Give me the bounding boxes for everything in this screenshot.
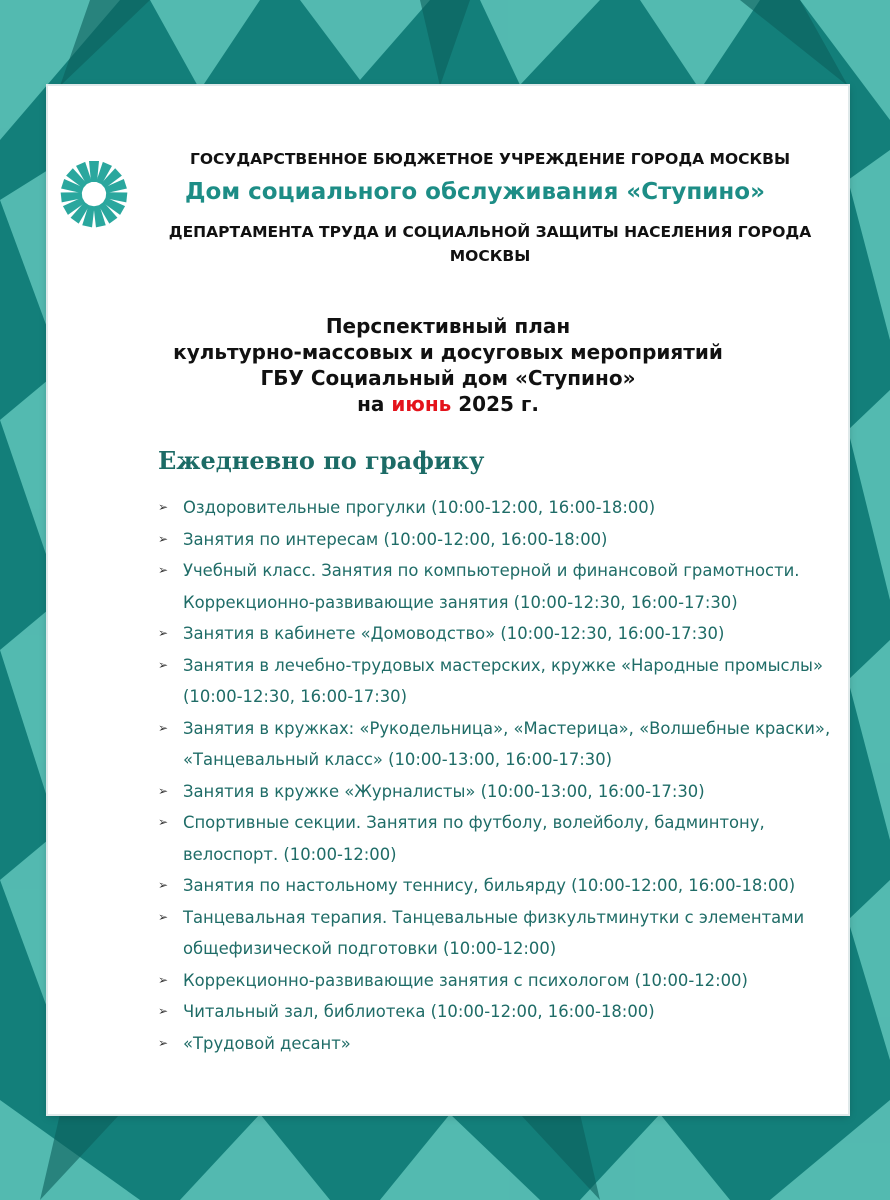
list-item	[158, 902, 848, 965]
list-item	[158, 713, 848, 776]
list-item-text: Занятия в лечебно-трудовых мастерских, кружке «Народные промыслы» (10:00-12:30, 16:00-17:30)	[183, 655, 824, 706]
list-item-text: Спортивные секции. Занятия по футболу, волейболу, бадминтону, велоспорт. (10:00-12:00)	[183, 813, 765, 864]
arrow-bullet-icon: ➢	[158, 626, 169, 640]
activity-list	[158, 492, 848, 1059]
plan-title-line-3: ГБУ Социальный дом «Ступино»	[260, 366, 636, 390]
list-item	[158, 807, 848, 870]
list-item	[158, 618, 848, 650]
arrow-bullet-icon: ➢	[158, 783, 169, 798]
list-item-text: Занятия в кружке «Журналисты» (10:00-13:00, 16:00-17:30)	[183, 781, 705, 801]
list-item-text: Занятия по интересам (10:00-12:00, 16:00-18:00)	[183, 529, 608, 549]
list-item-text: Оздоровительные прогулки (10:00-12:00, 16:00-18:00)	[183, 498, 656, 517]
list-item-text: Занятия по настольному теннису, бильярду (10:00-12:00, 16:00-18:00)	[183, 876, 796, 895]
arrow-bullet-icon: ➢	[158, 1035, 169, 1050]
arrow-bullet-icon: ➢	[158, 720, 169, 735]
list-item-text: Занятия в кабинете «Домоводство» (10:00-12:30, 16:00-17:30)	[183, 624, 725, 643]
header-organization-name: Дом социального обслуживания «Ступино»	[185, 179, 765, 205]
organization-logo-icon	[58, 158, 130, 230]
period-year: 2025 г.	[458, 392, 539, 416]
list-item	[158, 650, 848, 713]
period-month: июнь	[391, 392, 452, 416]
list-item	[158, 870, 848, 902]
list-item	[158, 555, 848, 618]
list-item	[158, 524, 848, 556]
plan-title	[48, 313, 848, 417]
list-item	[158, 965, 848, 997]
list-item	[158, 776, 848, 808]
arrow-bullet-icon: ➢	[158, 909, 169, 924]
arrow-bullet-icon: ➢	[158, 815, 169, 829]
section-title: Ежедневно по графику	[158, 446, 485, 475]
list-item-text: Занятия в кружках: «Рукодельница», «Мастерица», «Волшебные краски», «Танцевальный класс» (10:00-13:00, 16:00-17:30)	[183, 718, 831, 769]
period-prefix: на	[357, 392, 385, 416]
arrow-bullet-icon: ➢	[158, 657, 169, 672]
list-item-text: «Трудовой десант»	[183, 1033, 351, 1053]
arrow-bullet-icon: ➢	[158, 500, 169, 514]
list-item	[158, 492, 848, 524]
arrow-bullet-icon: ➢	[158, 1004, 169, 1018]
plan-title-period	[48, 391, 848, 417]
list-item-text: Танцевальная терапия. Танцевальные физкультминутки с элементами общефизической подготовки (10:00-12:00)	[183, 907, 805, 958]
list-item	[158, 996, 848, 1028]
header-institution-type: ГОСУДАРСТВЕННОЕ БЮДЖЕТНОЕ УЧРЕЖДЕНИЕ ГОРОДА МОСКВЫ	[189, 150, 791, 168]
arrow-bullet-icon: ➢	[158, 531, 169, 546]
list-item-text: Коррекционно-развивающие занятия с психологом (10:00-12:00)	[183, 970, 748, 990]
list-item-text: Читальный зал, библиотека (10:00-12:00, 16:00-18:00)	[183, 1002, 655, 1021]
list-item	[158, 1028, 848, 1060]
plan-title-line-2: культурно-массовых и досуговых мероприятий	[173, 340, 723, 364]
plan-title-line-1: Перспективный план	[325, 314, 571, 338]
arrow-bullet-icon: ➢	[158, 878, 169, 892]
arrow-bullet-icon: ➢	[158, 972, 169, 987]
header-department: ДЕПАРТАМЕНТА ТРУДА И СОЦИАЛЬНОЙ ЗАЩИТЫ НАСЕЛЕНИЯ ГОРОДА МОСКВЫ	[168, 223, 812, 265]
list-item-text: Учебный класс. Занятия по компьютерной и финансовой грамотности. Коррекционно-развивающие занятия (10:00-12:30, 16:00-17:30)	[183, 561, 800, 612]
arrow-bullet-icon: ➢	[158, 563, 169, 577]
